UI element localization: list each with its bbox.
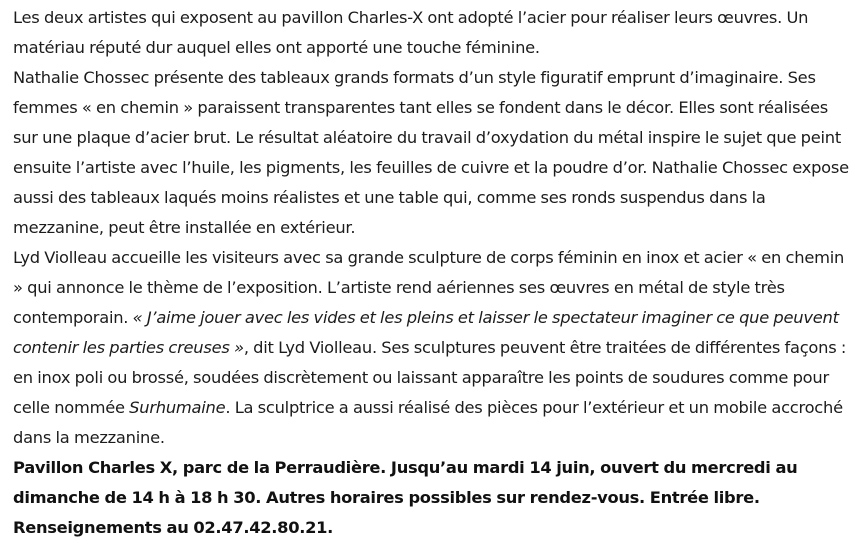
practical-info: Pavillon Charles X, parc de la Perraudière. Jusqu’au mardi 14 juin, ouvert du mercredi au dimanche de 14 h à 18 h 30. Autres horaires possibles sur rendez-vous. Entrée libre. Renseignements au 02.47.42.80.21. xyxy=(13,458,798,537)
violleau-middle-text: , dit Lyd Violleau. Ses sculptures peuvent être traitées de différentes façons : en inox poli ou brossé, soudées discrètement ou laissant apparaître les points de soudures comme pour celle nommée xyxy=(13,338,847,417)
violleau-intro-text: Lyd Violleau accueille les visiteurs avec sa grande sculpture de corps féminin en inox et acier « en chemin » qui annonce le thème de l’exposition. L’artiste rend aériennes ses œuvres en métal de style très contemporain. xyxy=(13,248,845,327)
chossec-paragraph: Nathalie Chossec présente des tableaux grands formats d’un style figuratif emprunt d’imaginaire. Ses femmes « en chemin » paraissent transparentes tant elles se fondent dans le décor. Elles sont réalisées sur une plaque d’acier brut. Le résultat aléatoire du travail d’oxydation du métal inspire le sujet que peint ensuite l’artiste avec l’huile, les pigments, les feuilles de cuivre et la poudre d’or. Nathalie Chossec expose aussi des tableaux laqués moins réalistes et une table qui, comme ses ronds suspendus dans la mezzanine, peut être installée en extérieur. xyxy=(13,68,849,237)
work-title: Surhumaine xyxy=(129,398,226,417)
violleau-paragraph xyxy=(13,243,849,453)
intro-paragraph: Les deux artistes qui exposent au pavillon Charles-X ont adopté l’acier pour réaliser leurs œuvres. Un matériau réputé dur auquel elles ont apporté une touche féminine. xyxy=(13,8,809,57)
artist-quote: « J’aime jouer avec les vides et les pleins et laisser le spectateur imaginer ce que peuvent contenir les parties creuses » xyxy=(13,308,839,357)
violleau-end-text: . La sculptrice a aussi réalisé des pièces pour l’extérieur et un mobile accroché dans la mezzanine. xyxy=(13,398,843,447)
